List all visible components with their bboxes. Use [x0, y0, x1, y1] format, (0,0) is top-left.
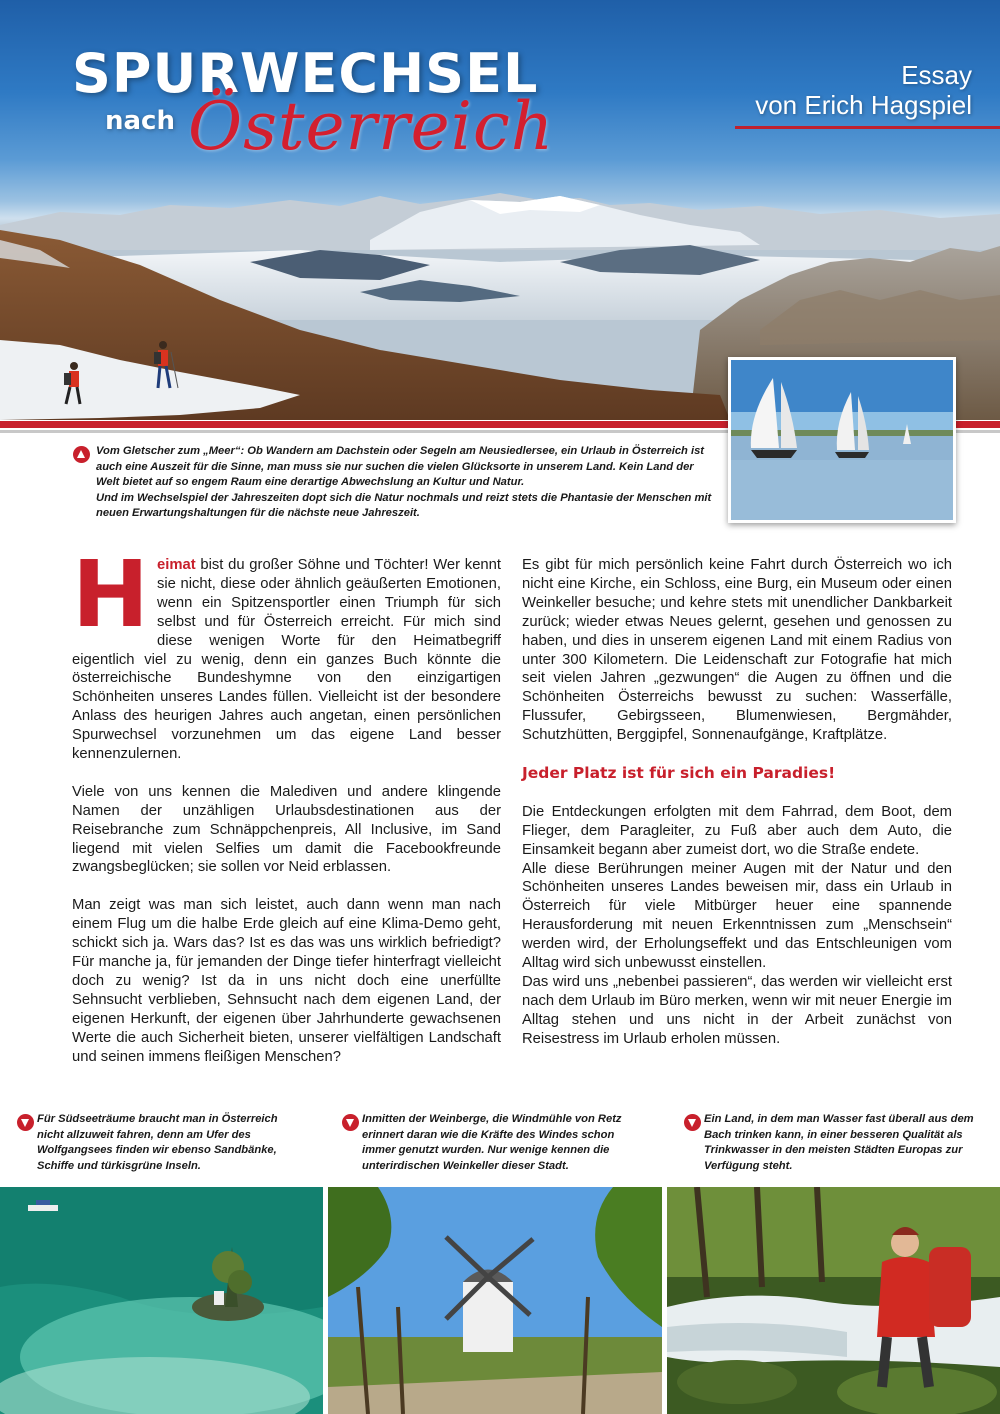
section-subheading: Jeder Platz ist für sich ein Paradies! [522, 763, 836, 782]
title-script: Österreich [188, 88, 555, 165]
lead-word: eimat [157, 557, 196, 573]
caption-pointer-icon [73, 446, 90, 463]
essay-label: Essay [901, 60, 972, 90]
essay-byline [755, 60, 972, 120]
title-nach: nach [105, 106, 175, 136]
paragraph-2: Viele von uns kennen die Malediven und andere klingende Namen der unzähligen Urlaubsdestinationen aus der Reisebranche zum Schnäppchenpreis, All Inclusive, im Sand liegend mit vielen Selfies um damit die Facebookfreunde zwangsbeglücken; sie sollen vor Neid erblassen. [72, 783, 501, 876]
article-column-right [522, 556, 952, 1049]
caption-pointer-icon [17, 1114, 34, 1131]
paragraph-3: Man zeigt was man sich leistet, auch dann wenn man nach einem Flug um die halbe Erde gleich auf eine Klima-Demo geht, schickt sich ja. Wars das? Ist es das was uns wirklich befriedigt? Für manche ja, für jemanden der Dinge tiefer hinterfragt vielleicht doch zu wenig? Ist da in uns nicht doch eine unerfüllte Sehnsucht verblieben, Sehnsucht nach dem eigenen Land, der eigenen Herkunft, der eigenen über Jahrhunderte gewachsenen Werte die auch Sicherheit bieten, unserer vielfältigen Landschaft und seinen immens fleißigen Menschen? [72, 897, 501, 1065]
sailing-inset-photo [728, 357, 956, 523]
paragraph-7: Das wird uns „nebenbei passieren“, das werden wir vielleicht erst nach dem Urlaub im Büro merken, wenn wir mit neuer Energie im Alltag stehen und uns nicht in der Arbeit zunächst von Reisestress im Urlaub erholen müssen. [522, 974, 952, 1047]
paragraph-4: Es gibt für mich persönlich keine Fahrt durch Österreich wo ich nicht eine Kirche, ein Schloss, eine Burg, ein Museum oder einen Weinkeller besuche; und kehre stets mit unendlicher Dankbarkeit zurück; wieder etwas Neues gelernt, gesehen und genossen zu haben, und dies in unserem eigenen Land mit einem Radius von unter 300 Kilometern. Die Leidenschaft zur Fotografie hat mich seit vielen Jahren „gezwungen“ die Augen zu öffnen und die Schönheiten Österreichs bewusst zu suchen: Wasserfälle, Flussufer, Gebirgsseen, Blumenwiesen, Bergmähder, Schutzhütten, Berggipfel, Sonnenaufgänge, Kraftplätze. [522, 557, 952, 744]
title-main: SPURWECHSEL [72, 42, 539, 105]
bottom-caption-1: Für Südseeträume braucht man in Österreich nicht allzuweit fahren, denn am Ufer des Wolfgangsees finden wir ebenso Sandbänke, Schiffe und türkisgrüne Inseln. [37, 1113, 278, 1172]
paragraph-6: Alle diese Berührungen meiner Augen mit der Natur und den Schönheiten unseres Landes beweisen mir, dass ein Urlaub in Österreich für viele Mitbürger heuer eine spannende Herausforderung mit neuen Erkenntnissen zum „Menschsein“ werden wird, der Erholungseffekt und das Entschleunigen vom Alltag wird sich unbewusst einstellen. [522, 860, 952, 972]
bottom-caption-2: Inmitten der Weinberge, die Windmühle von Retz erinnert daran wie die Kräfte des Windes schon immer genutzt wurden. Nur wenige kennen die unterirdischen Weinkeller dieser Stadt. [362, 1113, 622, 1172]
article-column-left [72, 541, 501, 1085]
lake-island-photo [0, 1187, 323, 1414]
hero-caption: Vom Gletscher zum „Meer“: Ob Wandern am Dachstein oder Segeln am Neusiedlersee, ein Urlaub in Österreich ist auch eine Auszeit für die Sinne, man muss sie nur suchen die vielen Glücksorte in unserem Land. Kein Land der Welt bietet auf so engem Raum eine derartige Abwechslung an Kultur und Natur. Und im Wechselspiel der Jahreszeiten dopt sich die Natur nochmals und reizt stets die Phantasie der Menschen mit neuen Erwartungshaltungen für die nächste neue Jahreszeit. [96, 445, 712, 519]
paragraph-1-text: bist du großer Söhne und Töchter! Wer kennt sie nicht, diese oder ähnlich geäußerten Emotionen, wenn ein Spitzensportler einen Triumph für sich selbst und für Österreich erreicht. Für mich sind diese wenigen Worte für den Heimatbegriff eigentlich viel zu wenig, denn ein ganzes Buch könnte die österreichische Bundeshymne von den einzigartigen Schönheiten unseres Landes füllen. Vielleicht ist der besondere Anlass des heurigen Jahres auch angetan, einen persönlichen Spurwechsel vorzunehmen um das eigene Land besser kennenzulernen. [72, 557, 501, 763]
forest-stream-illustration [667, 1187, 1000, 1414]
byline-rule [735, 126, 1000, 129]
windmill-photo [328, 1187, 662, 1414]
author-name: von Erich Hagspiel [755, 90, 972, 120]
bottom-caption-3: Ein Land, in dem man Wasser fast überall aus dem Bach trinken kann, in einer besseren Qualität als Trinkwasser in den meisten Städten Europas zur Verfügung steht. [704, 1113, 974, 1172]
caption-pointer-icon [342, 1114, 359, 1131]
sailboats-illustration [731, 360, 953, 520]
mountain-stream-photo [667, 1187, 1000, 1414]
drop-cap: H [72, 541, 149, 648]
windmill-vineyard-illustration [328, 1187, 662, 1414]
caption-pointer-icon [684, 1114, 701, 1131]
paragraph-5: Die Entdeckungen erfolgten mit dem Fahrrad, dem Boot, dem Flieger, dem Paragleiter, zu Fuß aber auch dem Auto, die Einsamkeit begann aber zumeist dort, wo die Straße endete. [522, 803, 952, 858]
paragraph-1 [72, 541, 501, 764]
turquoise-lake-illustration [0, 1187, 323, 1414]
